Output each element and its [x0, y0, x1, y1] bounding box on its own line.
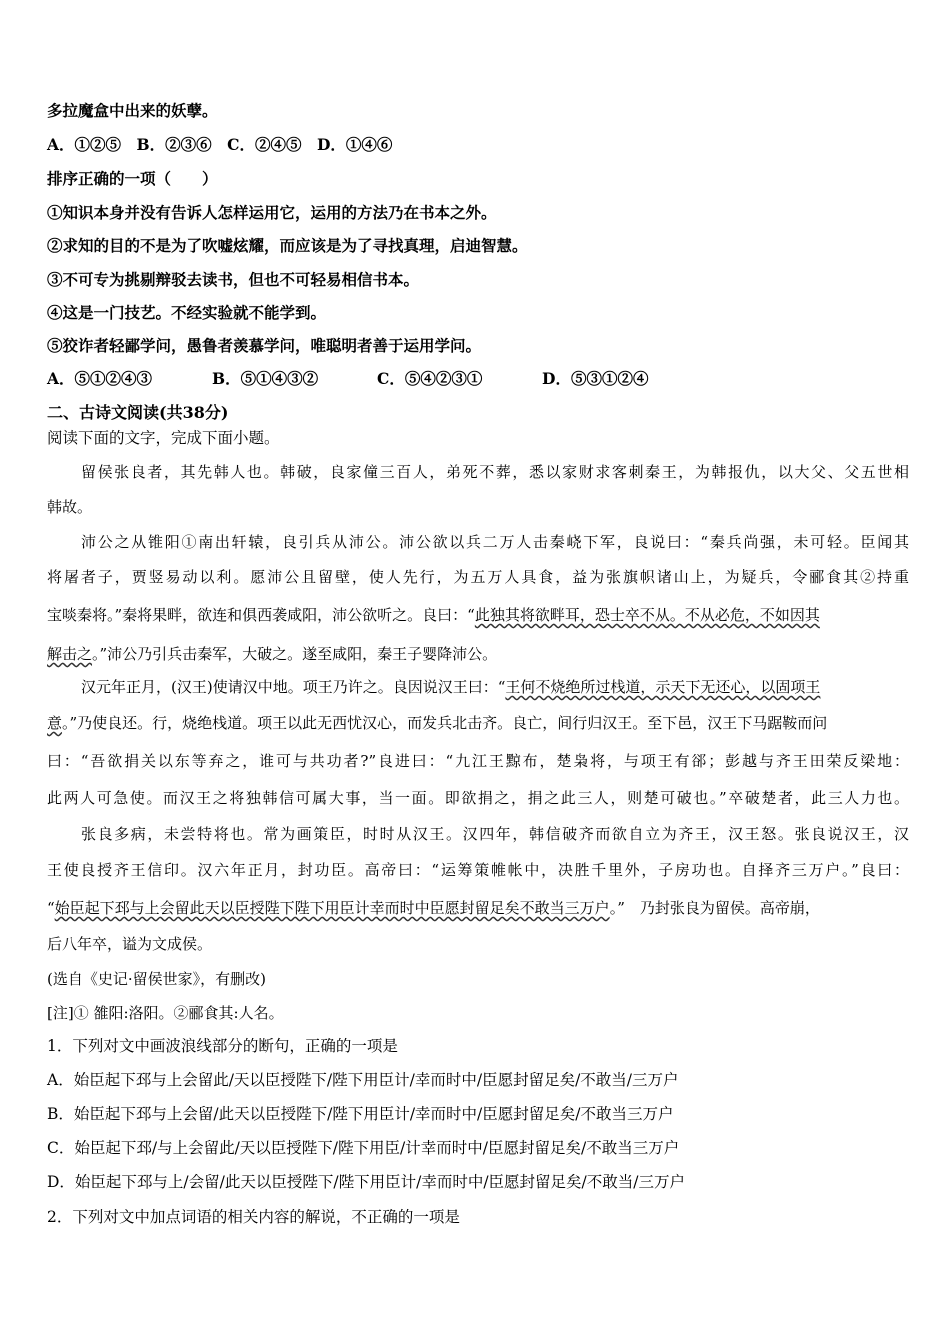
passage-p4-line3-open: “ [47, 899, 55, 917]
sort-question-stem: 排序正确的一项（ ） [47, 169, 218, 188]
prev-question-options: A．①②⑤ B．②③⑥ C．②④⑤ D．①④⑥ [47, 135, 393, 154]
passage-p1-line2: 韩故。 [47, 498, 93, 516]
q1-option-b: B．始臣起下邳与上会留/此天以臣授陛下/陛下用臣计/幸而时中/臣愿封留足矣/不敢当三万户 [47, 1105, 674, 1123]
sort-option-d: D．⑤③①②④ [542, 369, 649, 388]
passage-p4-line2: 王使良授齐王信印。汉六年正月，封功臣。高帝曰：“运筹策帷帐中，决胜千里外，子房功也。自择齐三万户。”良曰： [47, 861, 909, 879]
sort-item-4: ④这是一门技艺。不经实验就不能学到。 [47, 303, 327, 322]
passage-p4-line3 [47, 898, 909, 918]
q1-option-d: D．始臣起下邳与上/会留/此天以臣授陛下/陛下用臣计/幸而时中/臣愿封留足矣/不敢当/三万户 [47, 1173, 685, 1191]
passage-p3-line1 [47, 677, 909, 697]
passage-p2-line2: 将屠者子，贾竖易动以利。愿沛公且留壁，使人先行，为五万人具食，益为张旗帜诸山上，为疑兵，令郦食其②持重 [47, 568, 909, 586]
passage-p3-line4: 此两人可急使。而汉王之将独韩信可属大事，当一面。即欲捐之，捐之此三人，则楚可破也。”卒破楚者，此三人力也。 [47, 789, 909, 807]
section-title: 二、古诗文阅读(共38分) [47, 403, 229, 422]
passage-p3-line1-text: 汉元年正月，(汉王)使请汉中地。项王乃许之。良因说汉王曰：“ [81, 678, 506, 696]
sort-option-b: B．⑤①④③② [212, 369, 319, 388]
sort-options [47, 369, 909, 389]
passage-p4-line3-text: 。” 乃封张良为留侯。高帝崩， [609, 899, 820, 917]
wavy-segment-2b: 意 [47, 714, 63, 732]
q1-option-a: A．始臣起下邳与上会留此/天以臣授陛下/陛下用臣计/幸而时中/臣愿封留足矣/不敢当/三万户 [47, 1071, 679, 1089]
q1-stem: 1．下列对文中画波浪线部分的断句，正确的一项是 [47, 1037, 398, 1055]
sort-option-a: A．⑤①②④③ [47, 369, 153, 388]
passage-p3-line2 [47, 713, 909, 733]
section-instruction: 阅读下面的文字，完成下面小题。 [47, 429, 280, 447]
prev-question-tail: 多拉魔盒中出来的妖孽。 [47, 101, 218, 120]
passage-p3-line3: 曰：“吾欲捐关以东等弃之，谁可与共功者?”良进曰：“九江王黥布，楚枭将，与项王有郤；彭越与齐王田荣反梁地： [47, 752, 909, 770]
q2-stem: 2．下列对文中加点词语的相关内容的解说，不正确的一项是 [47, 1208, 460, 1226]
sort-item-3: ③不可专为挑剔辩驳去读书，但也不可轻易相信书本。 [47, 270, 420, 289]
sort-item-2: ②求知的目的不是为了吹嘘炫耀，而应该是为了寻找真理，启迪智慧。 [47, 236, 528, 255]
wavy-segment-1a: 此独其将欲畔耳，恐士卒不从。不从必危，不如因其 [474, 606, 820, 624]
passage-p2-line1: 沛公之从锥阳①南出轩辕，良引兵从沛公。沛公欲以兵二万人击秦峣下军，良说曰：“秦兵尚强，未可轻。臣闻其 [81, 533, 909, 551]
passage-p2-line4 [47, 644, 909, 664]
q1-option-c: C．始臣起下邳/与上会留此/天以臣授陛下/陛下用臣/计幸而时中/臣愿封留足矣/不敢当三万户 [47, 1139, 680, 1157]
passage-source: (选自《史记·留侯世家》，有删改) [47, 970, 266, 988]
passage-p4-line4: 后八年卒，谥为文成侯。 [47, 935, 213, 953]
passage-p3-line2-text: 。”乃使良还。行，烧绝栈道。项王以此无西忧汉心，而发兵北击齐。良亡，间行归汉王。至下邑，汉王下马踞鞍而问 [62, 714, 828, 732]
sort-option-c: C．⑤④②③① [377, 369, 483, 388]
wavy-segment-2a: 王何不烧绝所过栈道，示天下无还心，以固项王 [505, 678, 821, 696]
wavy-segment-3: 始臣起下邳与上会留此天以臣授陛下陛下用臣计幸而时中臣愿封留足矣不敢当三万户 [54, 899, 610, 917]
sort-item-1: ①知识本身并没有告诉人怎样运用它，运用的方法乃在书本之外。 [47, 203, 497, 222]
passage-p4-line1: 张良多病，未尝特将也。常为画策臣，时时从汉王。汉四年，韩信破齐而欲自立为齐王，汉王怒。张良说汉王，汉 [81, 825, 909, 843]
passage-note: [注]① 雒阳:洛阳。②郦食其:人名。 [47, 1004, 284, 1022]
wavy-segment-1b: 解击之 [47, 645, 93, 663]
sort-item-5: ⑤狡诈者轻鄙学问，愚鲁者羡慕学问，唯聪明者善于运用学问。 [47, 336, 482, 355]
passage-p1-line1: 留侯张良者，其先韩人也。韩破，良家僮三百人，弟死不葬，悉以家财求客刺秦王，为韩报仇，以大父、父五世相 [81, 463, 909, 481]
passage-p2-line3-text: 宝啖秦将。”秦将果畔，欲连和俱西袭咸阳，沛公欲听之。良曰：“ [47, 606, 475, 624]
passage-p2-line4-text: 。”沛公乃引兵击秦军，大破之。遂至咸阳，秦王子婴降沛公。 [92, 645, 498, 663]
passage-p2-line3 [47, 605, 909, 625]
